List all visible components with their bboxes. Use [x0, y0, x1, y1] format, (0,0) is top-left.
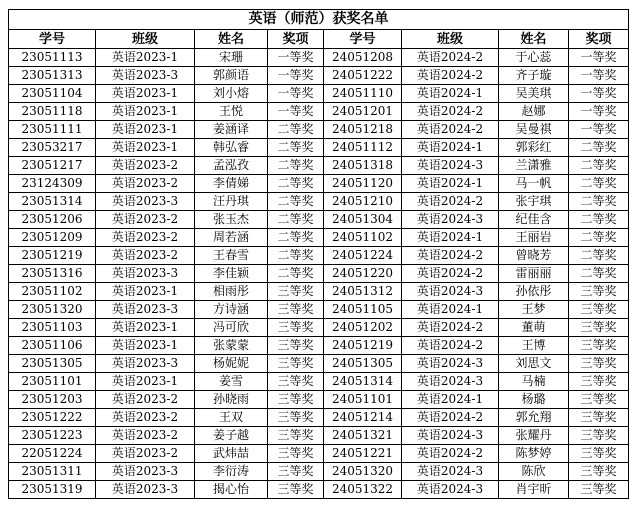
name-cell: 王梦 — [499, 301, 569, 319]
student-id-cell: 23051209 — [9, 229, 96, 247]
student-id-cell: 24051102 — [324, 229, 402, 247]
student-id-cell: 23051118 — [9, 103, 96, 121]
award-cell: 二等奖 — [268, 229, 324, 247]
award-cell: 一等奖 — [569, 85, 629, 103]
table-title: 英语（师范）获奖名单 — [9, 10, 629, 30]
table-row — [9, 319, 629, 337]
student-id-cell: 24051110 — [324, 85, 402, 103]
header-class: 班级 — [96, 30, 195, 49]
student-id-cell: 24051105 — [324, 301, 402, 319]
student-id-cell: 24051221 — [324, 445, 402, 463]
class-cell: 英语2023-3 — [96, 463, 195, 481]
name-cell: 宋珊 — [195, 49, 268, 67]
student-id-cell: 23051313 — [9, 67, 96, 85]
class-cell: 英语2024-3 — [402, 427, 499, 445]
name-cell: 孟泓孜 — [195, 157, 268, 175]
student-id-cell: 23051103 — [9, 319, 96, 337]
table-row — [9, 103, 629, 121]
name-cell: 曾晓芳 — [499, 247, 569, 265]
name-cell: 郭允翔 — [499, 409, 569, 427]
table-row — [9, 229, 629, 247]
table-row — [9, 481, 629, 499]
award-cell: 二等奖 — [268, 157, 324, 175]
class-cell: 英语2023-2 — [96, 157, 195, 175]
table-row — [9, 391, 629, 409]
name-cell: 杨妮妮 — [195, 355, 268, 373]
award-cell: 三等奖 — [569, 391, 629, 409]
name-cell: 郭颜语 — [195, 67, 268, 85]
student-id-cell: 24051120 — [324, 175, 402, 193]
student-id-cell: 24051322 — [324, 481, 402, 499]
name-cell: 董萌 — [499, 319, 569, 337]
student-id-cell: 23051111 — [9, 121, 96, 139]
class-cell: 英语2024-2 — [402, 337, 499, 355]
header-award: 奖项 — [569, 30, 629, 49]
award-cell: 二等奖 — [569, 229, 629, 247]
class-cell: 英语2023-1 — [96, 373, 195, 391]
class-cell: 英语2024-2 — [402, 193, 499, 211]
name-cell: 姜子越 — [195, 427, 268, 445]
table-row — [9, 139, 629, 157]
name-cell: 韩弘睿 — [195, 139, 268, 157]
name-cell: 武炜喆 — [195, 445, 268, 463]
class-cell: 英语2024-1 — [402, 391, 499, 409]
name-cell: 吴美琪 — [499, 85, 569, 103]
award-cell: 二等奖 — [268, 193, 324, 211]
header-name: 姓名 — [499, 30, 569, 49]
student-id-cell: 24051210 — [324, 193, 402, 211]
table-row — [9, 301, 629, 319]
award-cell: 二等奖 — [268, 175, 324, 193]
header-row — [9, 30, 629, 49]
award-cell: 三等奖 — [569, 337, 629, 355]
table-body — [9, 49, 629, 499]
header-class: 班级 — [402, 30, 499, 49]
table-row — [9, 355, 629, 373]
award-cell: 一等奖 — [268, 85, 324, 103]
name-cell: 纪佳含 — [499, 211, 569, 229]
name-cell: 王双 — [195, 409, 268, 427]
class-cell: 英语2023-2 — [96, 175, 195, 193]
table-row — [9, 157, 629, 175]
award-cell: 一等奖 — [569, 121, 629, 139]
award-cell: 一等奖 — [268, 103, 324, 121]
award-cell: 二等奖 — [569, 139, 629, 157]
award-cell: 三等奖 — [268, 319, 324, 337]
student-id-cell: 23051319 — [9, 481, 96, 499]
student-id-cell: 23051113 — [9, 49, 96, 67]
class-cell: 英语2023-2 — [96, 229, 195, 247]
student-id-cell: 23051320 — [9, 301, 96, 319]
award-cell: 二等奖 — [569, 157, 629, 175]
name-cell: 姜雪 — [195, 373, 268, 391]
name-cell: 齐子璇 — [499, 67, 569, 85]
class-cell: 英语2024-3 — [402, 157, 499, 175]
award-cell: 二等奖 — [569, 193, 629, 211]
class-cell: 英语2024-3 — [402, 211, 499, 229]
table-row — [9, 409, 629, 427]
student-id-cell: 24051218 — [324, 121, 402, 139]
student-id-cell: 24051318 — [324, 157, 402, 175]
award-cell: 一等奖 — [569, 49, 629, 67]
name-cell: 陈欣 — [499, 463, 569, 481]
student-id-cell: 24051312 — [324, 283, 402, 301]
student-id-cell: 23051101 — [9, 373, 96, 391]
class-cell: 英语2024-1 — [402, 85, 499, 103]
name-cell: 张玉杰 — [195, 211, 268, 229]
class-cell: 英语2024-2 — [402, 103, 499, 121]
name-cell: 张蒙蒙 — [195, 337, 268, 355]
class-cell: 英语2024-2 — [402, 121, 499, 139]
student-id-cell: 23051217 — [9, 157, 96, 175]
name-cell: 陈梦婷 — [499, 445, 569, 463]
class-cell: 英语2024-2 — [402, 445, 499, 463]
class-cell: 英语2024-2 — [402, 247, 499, 265]
class-cell: 英语2024-1 — [402, 139, 499, 157]
class-cell: 英语2024-2 — [402, 265, 499, 283]
name-cell: 杨璐 — [499, 391, 569, 409]
class-cell: 英语2023-1 — [96, 337, 195, 355]
table-row — [9, 283, 629, 301]
award-cell: 三等奖 — [268, 445, 324, 463]
award-cell: 三等奖 — [569, 409, 629, 427]
table-row — [9, 427, 629, 445]
name-cell: 周若涵 — [195, 229, 268, 247]
name-cell: 李衍涛 — [195, 463, 268, 481]
award-cell: 三等奖 — [569, 283, 629, 301]
award-cell: 一等奖 — [569, 67, 629, 85]
award-cell: 三等奖 — [569, 319, 629, 337]
class-cell: 英语2023-1 — [96, 139, 195, 157]
award-cell: 三等奖 — [268, 409, 324, 427]
student-id-cell: 24051219 — [324, 337, 402, 355]
student-id-cell: 24051305 — [324, 355, 402, 373]
award-cell: 三等奖 — [569, 301, 629, 319]
name-cell: 相雨彤 — [195, 283, 268, 301]
award-cell: 二等奖 — [268, 139, 324, 157]
award-cell: 一等奖 — [268, 49, 324, 67]
student-id-cell: 23051219 — [9, 247, 96, 265]
name-cell: 于心蕊 — [499, 49, 569, 67]
award-cell: 二等奖 — [268, 211, 324, 229]
class-cell: 英语2023-1 — [96, 49, 195, 67]
table-row — [9, 445, 629, 463]
name-cell: 王丽岩 — [499, 229, 569, 247]
table-row — [9, 49, 629, 67]
name-cell: 揭心怡 — [195, 481, 268, 499]
student-id-cell: 23051104 — [9, 85, 96, 103]
student-id-cell: 23051311 — [9, 463, 96, 481]
table-row — [9, 193, 629, 211]
award-cell: 三等奖 — [569, 463, 629, 481]
student-id-cell: 23051316 — [9, 265, 96, 283]
award-cell: 三等奖 — [569, 481, 629, 499]
name-cell: 李倩娣 — [195, 175, 268, 193]
table-row — [9, 121, 629, 139]
student-id-cell: 24051314 — [324, 373, 402, 391]
award-cell: 二等奖 — [268, 121, 324, 139]
student-id-cell: 24051320 — [324, 463, 402, 481]
class-cell: 英语2023-1 — [96, 103, 195, 121]
award-cell: 二等奖 — [268, 265, 324, 283]
name-cell: 李佳颖 — [195, 265, 268, 283]
student-id-cell: 23051203 — [9, 391, 96, 409]
class-cell: 英语2024-1 — [402, 175, 499, 193]
class-cell: 英语2023-2 — [96, 445, 195, 463]
table-row — [9, 265, 629, 283]
award-cell: 一等奖 — [569, 103, 629, 121]
class-cell: 英语2023-1 — [96, 319, 195, 337]
class-cell: 英语2024-3 — [402, 373, 499, 391]
name-cell: 王悦 — [195, 103, 268, 121]
class-cell: 英语2023-3 — [96, 193, 195, 211]
student-id-cell: 23053217 — [9, 139, 96, 157]
class-cell: 英语2024-2 — [402, 319, 499, 337]
award-cell: 二等奖 — [569, 265, 629, 283]
award-cell: 二等奖 — [569, 175, 629, 193]
class-cell: 英语2023-3 — [96, 301, 195, 319]
student-id-cell: 24051222 — [324, 67, 402, 85]
student-id-cell: 23051102 — [9, 283, 96, 301]
table-row — [9, 67, 629, 85]
award-cell: 三等奖 — [268, 301, 324, 319]
table-row — [9, 337, 629, 355]
table-row — [9, 175, 629, 193]
class-cell: 英语2024-1 — [402, 301, 499, 319]
award-cell: 一等奖 — [268, 67, 324, 85]
award-cell: 三等奖 — [268, 391, 324, 409]
award-cell: 二等奖 — [268, 247, 324, 265]
name-cell: 郭彩红 — [499, 139, 569, 157]
class-cell: 英语2024-3 — [402, 463, 499, 481]
award-cell: 三等奖 — [569, 373, 629, 391]
student-id-cell: 24051220 — [324, 265, 402, 283]
class-cell: 英语2023-2 — [96, 427, 195, 445]
student-id-cell: 22051224 — [9, 445, 96, 463]
student-id-cell: 23051206 — [9, 211, 96, 229]
award-cell: 三等奖 — [569, 445, 629, 463]
award-cell: 三等奖 — [569, 355, 629, 373]
name-cell: 汪丹琪 — [195, 193, 268, 211]
class-cell: 英语2024-3 — [402, 283, 499, 301]
name-cell: 张耀丹 — [499, 427, 569, 445]
table-row — [9, 85, 629, 103]
header-student-id: 学号 — [324, 30, 402, 49]
student-id-cell: 23051106 — [9, 337, 96, 355]
student-id-cell: 23051314 — [9, 193, 96, 211]
student-id-cell: 24051112 — [324, 139, 402, 157]
table-row — [9, 247, 629, 265]
student-id-cell: 23124309 — [9, 175, 96, 193]
name-cell: 赵娜 — [499, 103, 569, 121]
table-row — [9, 463, 629, 481]
name-cell: 刘思文 — [499, 355, 569, 373]
award-cell: 三等奖 — [268, 337, 324, 355]
class-cell: 英语2023-1 — [96, 85, 195, 103]
student-id-cell: 24051208 — [324, 49, 402, 67]
class-cell: 英语2023-2 — [96, 211, 195, 229]
class-cell: 英语2023-3 — [96, 355, 195, 373]
name-cell: 雷丽丽 — [499, 265, 569, 283]
table-row — [9, 211, 629, 229]
student-id-cell: 23051223 — [9, 427, 96, 445]
header-student-id: 学号 — [9, 30, 96, 49]
name-cell: 方诗涵 — [195, 301, 268, 319]
student-id-cell: 24051214 — [324, 409, 402, 427]
header-award: 奖项 — [268, 30, 324, 49]
student-id-cell: 24051202 — [324, 319, 402, 337]
class-cell: 英语2024-3 — [402, 481, 499, 499]
class-cell: 英语2024-2 — [402, 409, 499, 427]
name-cell: 马一帆 — [499, 175, 569, 193]
class-cell: 英语2024-2 — [402, 67, 499, 85]
class-cell: 英语2023-1 — [96, 283, 195, 301]
award-list-table — [8, 9, 629, 499]
name-cell: 孙晓雨 — [195, 391, 268, 409]
class-cell: 英语2023-3 — [96, 265, 195, 283]
student-id-cell: 24051224 — [324, 247, 402, 265]
table-row — [9, 373, 629, 391]
name-cell: 张宇琪 — [499, 193, 569, 211]
award-cell: 三等奖 — [268, 355, 324, 373]
student-id-cell: 24051304 — [324, 211, 402, 229]
class-cell: 英语2023-3 — [96, 67, 195, 85]
name-cell: 王博 — [499, 337, 569, 355]
class-cell: 英语2023-2 — [96, 391, 195, 409]
name-cell: 兰潇雅 — [499, 157, 569, 175]
award-cell: 三等奖 — [268, 463, 324, 481]
class-cell: 英语2023-2 — [96, 247, 195, 265]
award-cell: 三等奖 — [268, 373, 324, 391]
class-cell: 英语2023-1 — [96, 121, 195, 139]
award-cell: 二等奖 — [569, 211, 629, 229]
award-cell: 三等奖 — [268, 427, 324, 445]
student-id-cell: 23051305 — [9, 355, 96, 373]
class-cell: 英语2024-1 — [402, 229, 499, 247]
award-cell: 三等奖 — [268, 481, 324, 499]
name-cell: 孙依彤 — [499, 283, 569, 301]
student-id-cell: 24051321 — [324, 427, 402, 445]
name-cell: 冯可欣 — [195, 319, 268, 337]
name-cell: 吴曼祺 — [499, 121, 569, 139]
name-cell: 王春雪 — [195, 247, 268, 265]
award-cell: 三等奖 — [569, 427, 629, 445]
student-id-cell: 23051222 — [9, 409, 96, 427]
award-cell: 二等奖 — [569, 247, 629, 265]
class-cell: 英语2024-2 — [402, 49, 499, 67]
name-cell: 姜涵译 — [195, 121, 268, 139]
name-cell: 刘小熔 — [195, 85, 268, 103]
name-cell: 肖宇昕 — [499, 481, 569, 499]
name-cell: 马楠 — [499, 373, 569, 391]
award-cell: 三等奖 — [268, 283, 324, 301]
class-cell: 英语2024-3 — [402, 355, 499, 373]
class-cell: 英语2023-2 — [96, 409, 195, 427]
header-name: 姓名 — [195, 30, 268, 49]
student-id-cell: 24051101 — [324, 391, 402, 409]
class-cell: 英语2023-3 — [96, 481, 195, 499]
student-id-cell: 24051201 — [324, 103, 402, 121]
